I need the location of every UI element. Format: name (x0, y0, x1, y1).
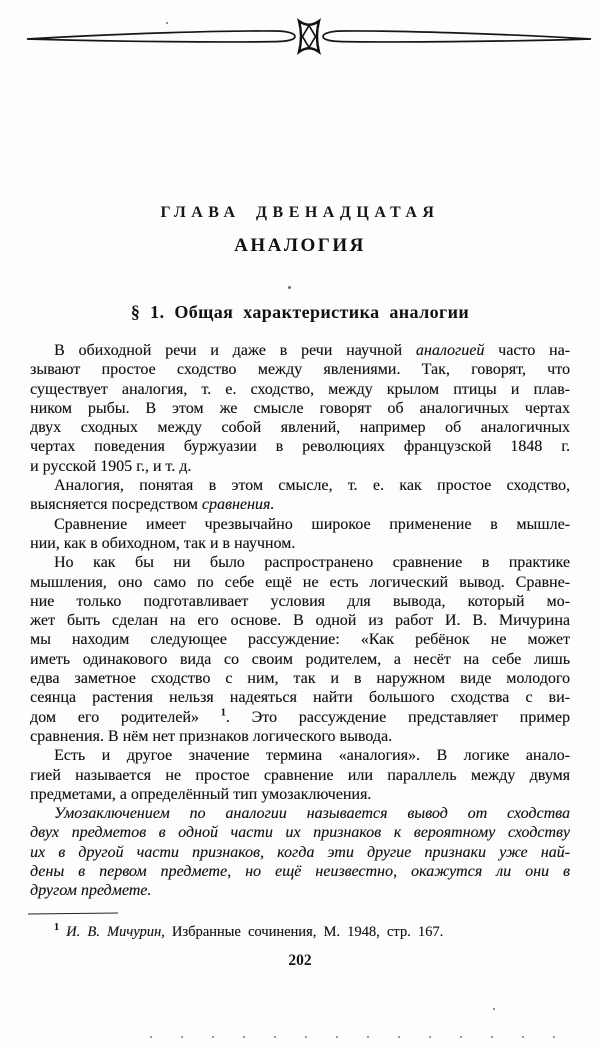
ornament-right-rule (323, 31, 591, 42)
body-line: Умозаключением по аналогии называется вывод от сходства (54, 805, 570, 823)
body-line: гией называется не простое сравнение или параллель между двумя (30, 766, 570, 784)
chapter-label: ГЛАВА ДВЕНАДЦАТАЯ (160, 204, 440, 221)
body-line: их в другой части признаков, когда эти другие признаки уже най- (30, 843, 570, 861)
body-line: дом его родителей» $^1$. Это рассуждение представляет пример (30, 707, 570, 726)
body-line: мышления, оно само по себе ещё не есть логический вывод. Сравне- (30, 573, 570, 591)
body-line: дены в первом предмете, но ещё неизвестно, окажутся ли они в (30, 863, 570, 881)
body-text (30, 341, 570, 901)
paragraph (30, 515, 570, 554)
body-line: зывают простое сходство между явлениями. Так, говорят, что (30, 361, 570, 379)
body-line: сеянца растения нельзя надеяться найти большого сходства с ви- (30, 689, 570, 707)
body-line: ником рыбы. В этом же смысле говорят об аналогичных чертах (30, 399, 570, 417)
body-line: ние только подготавливает условия для вывода, который мо- (30, 592, 570, 610)
body-line: едва заметное сходство с ним, так и в наружном виде молодого (30, 670, 570, 688)
body-line: другом предмете. (30, 882, 152, 900)
body-line: выясняется посредством сравнения. (30, 496, 275, 514)
body-line: сравнения. В нём нет признаков логического вывода. (30, 727, 393, 745)
body-line: иметь одинакового вида со своим родителем, а несёт на себе лишь (30, 650, 570, 668)
body-line: Аналогия, понятая в этом смысле, т. е. как простое сходство, (54, 477, 570, 495)
body-line: нии, как в обиходном, так и в научном. (30, 534, 296, 552)
footnote-rule (28, 913, 118, 915)
paragraph (30, 553, 570, 746)
paragraph (30, 746, 570, 804)
page-number: 202 (288, 952, 312, 969)
paragraph (30, 341, 570, 476)
ornament-left-rule (27, 31, 295, 42)
body-line: и русской 1905 г., и т. д. (30, 457, 192, 475)
scan-speck (166, 22, 168, 24)
scan-noise-row (150, 1036, 582, 1038)
body-line: мы находим следующее рассуждение: «Как ребёнок не может (30, 631, 570, 649)
chapter-title: АНАЛОГИЯ (234, 235, 366, 256)
body-line: существует аналогия, т. е. сходство, между крылом птицы и плав- (30, 380, 570, 398)
body-line: двух сходных между собой явлений, например об аналогичных (30, 419, 570, 437)
body-line: предметами, а определённый тип умозаключения. (30, 785, 372, 803)
paragraph (30, 804, 570, 900)
body-line: В обиходной речи и даже в речи научной аналогией часто на- (54, 342, 570, 359)
body-line: Есть и другое значение термина «аналогия». В логике анало- (54, 747, 570, 765)
section-heading: § 1. Общая характеристика аналогии (130, 302, 470, 322)
footnote: $^1$ И. В. Мичурин, Избранные сочинения, М. 1948, стр. 167. (54, 922, 444, 940)
body-line: чертах поведения буржуазии в революциях французской 1848 г. (30, 438, 570, 456)
body-line: Сравнение имеет чрезвычайно широкое применение в мышле- (54, 515, 570, 533)
scan-speck (493, 1008, 495, 1010)
paragraph (30, 476, 570, 515)
header-ornament (0, 8, 600, 68)
body-line: Но как бы ни было распространено сравнение в практике (54, 554, 570, 572)
body-line: двух предметов в одной части их признаков к вероятному сходству (30, 824, 570, 842)
body-line: жет быть сделан на его основе. В одной из работ И. В. Мичурина (30, 612, 570, 630)
scan-speck (288, 286, 291, 289)
